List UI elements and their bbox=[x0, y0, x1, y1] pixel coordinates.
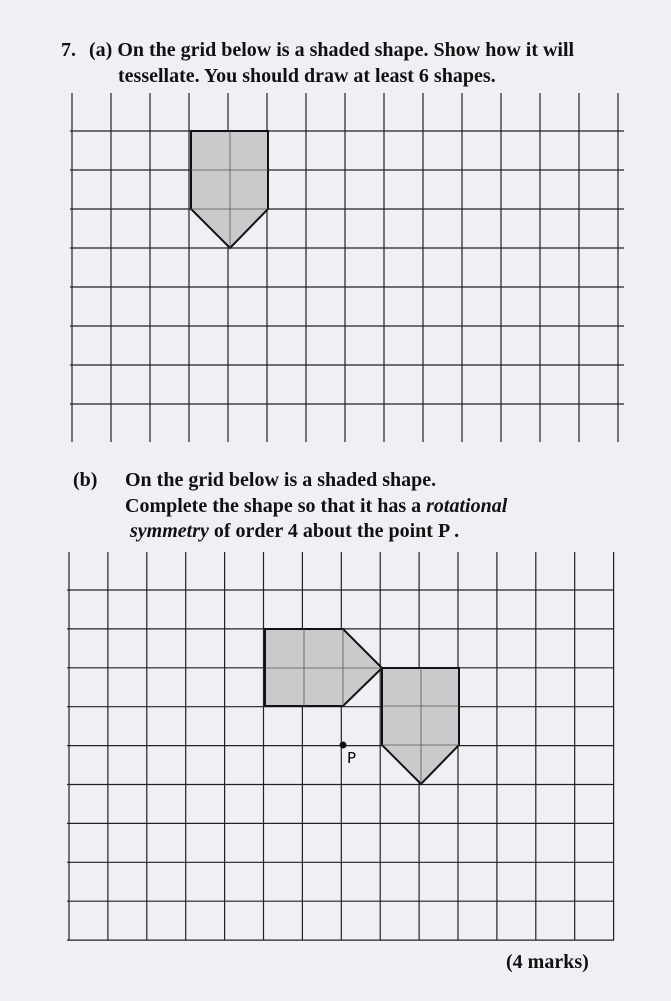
part-b-line2-italic: rotational bbox=[426, 495, 508, 517]
part-b-label: (b) bbox=[73, 469, 98, 491]
marks-label: (4 marks) bbox=[506, 951, 589, 973]
part-b-line2-plain: Complete the shape so that it has a bbox=[125, 495, 427, 517]
shaded-shape-b-right bbox=[265, 629, 382, 706]
point-p[interactable] bbox=[340, 742, 347, 749]
shaded-shape-b-down bbox=[382, 668, 459, 784]
part-a-line1-text: On the grid below is a shaded shape. Show how it will bbox=[117, 39, 575, 61]
part-a-label: (a) bbox=[89, 39, 113, 61]
point-p-label: P bbox=[347, 749, 357, 767]
part-a-instruction-line2: tessellate. You should draw at least 6 shapes. bbox=[118, 65, 496, 87]
part-b-line3-plain: of order 4 about the point P . bbox=[208, 520, 460, 542]
part-b-instruction-line1: On the grid below is a shaded shape. bbox=[125, 469, 437, 491]
part-b-line3-italic: symmetry bbox=[130, 520, 209, 542]
question-number: 7. bbox=[61, 39, 76, 61]
